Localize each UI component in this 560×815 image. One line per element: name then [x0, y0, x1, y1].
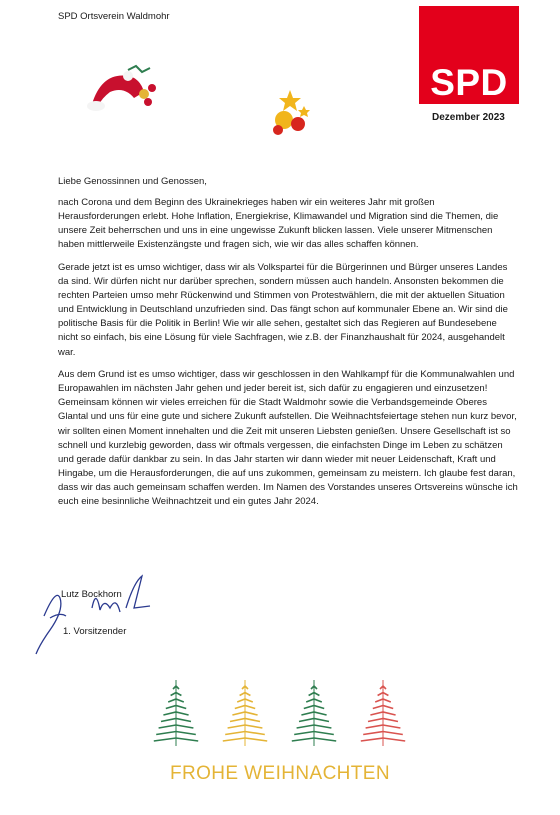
- santa-hat-icon: [84, 64, 164, 114]
- holiday-greeting: FROHE WEIHNACHTEN: [169, 763, 391, 784]
- tree-icon: [292, 680, 336, 746]
- letter-paragraph: nach Corona und dem Beginn des Ukrainekrieges haben wir ein weiteres Jahr mit großen Herausforderungen erlebt. Hohe Inflation, Energiekrise, Klimawandel und Migration sind die Themen, die unsere Zeit beherrschen und uns in eine ungewisse Zukunft blicken lassen. Viele unserer Mitmenschen haben mittlerweile Existenzängste und fragen sich, wie wir das alles schaffen können.: [58, 197, 499, 251]
- letter-paragraph: Gerade jetzt ist es umso wichtiger, dass wir als Volkspartei für die Bürgerinnen und Bürger unseres Landes da sind. Wir dürfen nicht nur darüber sprechen, sondern müssen auch handeln. Ansonsten bekommen die rechten Parteien umso mehr Rückenwind und Stimmen von Protestwählern, die mit der aktuellen Situation und Entwicklung in Deutschland unzufrieden sind. Das fängt schon auf kommunaler Ebene an. Wir sind die politische Basis für die Politik in Berlin! Wie wir alle sehen, gestaltet sich das Regieren auf Bundesebene nicht so einfach, bis eine Lösung für viele Sachfragen, wie z.B. der Finanzhaushalt für 2024, ausgehandelt war.: [58, 261, 508, 358]
- letter-paragraph: Aus dem Grund ist es umso wichtiger, dass wir geschlossen in den Wahlkampf für die Kommunalwahlen und Europawahlen im nächsten Jahr gehen und jeder bereit ist, sich dafür zu engagieren und einzusetzen! Gemeinsam können wir vieles erreichen für die Stadt Waldmohr sowie die Verbandsgemeinde Oberes Glantal und uns für eine gute und sichere Zukunft aufstellen. Die Weihnachtsfeiertage stehen nun kurz bevor, wir sollten einen Moment innehalten und die Zeit mit unseren Liebsten genießen. Unsere Gesellschaft ist so schnell und kurzlebig geworden, dass wir oftmals vergessen, die einfachsten Dinge im Leben zu schätzen und gerade dafür dankbar zu sein. In das Jahr starten wir dann wieder mit neuer Leidenschaft, Kraft und Hingabe, um die Herausforderungen, die auf uns zukommen, gemeinsam zu meistern. Ich glaube fest daran, dass wir das auch gemeinsam schaffen werden. Im Namen des Vorstandes unseres Ortsvereins wünsche ich euch eine besinnliche Weihnachtzeit und ein gutes Jahr 2024.: [58, 369, 518, 507]
- letter-body: [58, 175, 518, 518]
- signer-role: 1. Vorsitzender: [63, 626, 127, 637]
- christmas-trees: [150, 678, 410, 750]
- tree-icon: [361, 680, 405, 746]
- spd-logo: [419, 6, 519, 104]
- logo-text: SPD: [430, 62, 508, 103]
- tree-icon: [223, 680, 267, 746]
- handwritten-signature: [30, 568, 160, 658]
- ornaments-icon: [268, 88, 312, 140]
- letter-greeting: Liebe Genossinnen und Genossen,: [58, 176, 207, 187]
- org-name: SPD Ortsverein Waldmohr: [58, 11, 170, 22]
- signer-name: Lutz Bockhorn: [61, 589, 122, 600]
- letter-date: Dezember 2023: [432, 112, 505, 123]
- tree-icon: [154, 680, 198, 746]
